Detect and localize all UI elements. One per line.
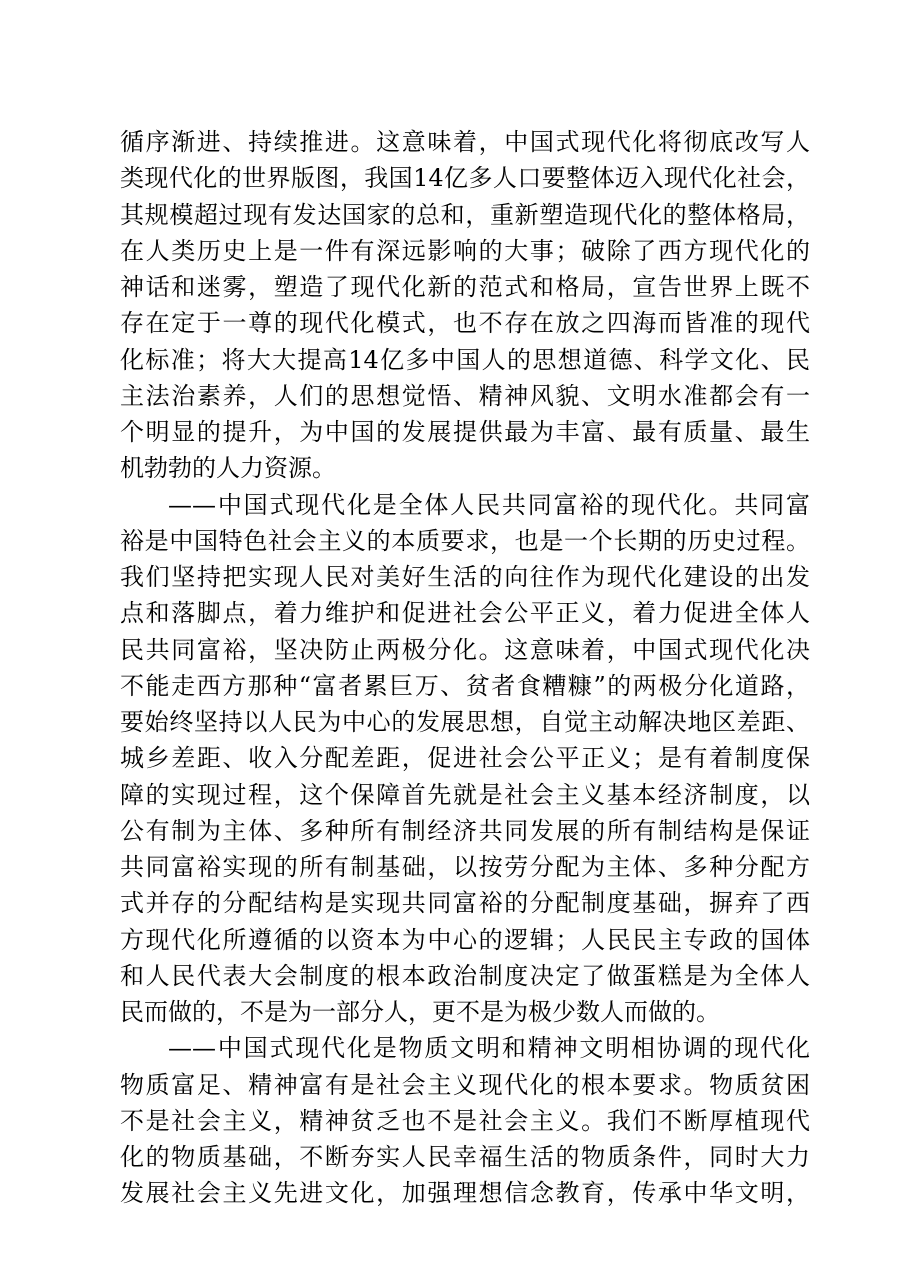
text-line: 城乡差距、收入分配差距，促进社会公平正义；是有着制度保	[120, 744, 810, 773]
text-line: 类现代化的世界版图，我国14亿多人口要整体迈入现代化社会，	[120, 164, 810, 193]
text-line: 不是社会主义，精神贫乏也不是社会主义。我们不断厚植现代	[120, 1106, 810, 1135]
text-line: 公有制为主体、多种所有制经济共同发展的所有制结构是保证	[120, 816, 810, 845]
text-line: 物质富足、精神富有是社会主义现代化的根本要求。物质贫困	[120, 1070, 810, 1099]
text-line: ——中国式现代化是全体人民共同富裕的现代化。共同富	[168, 490, 810, 519]
text-line: 式并存的分配结构是实现共同富裕的分配制度基础，摒弃了西	[120, 889, 810, 918]
text-line: 民而做的，不是为一部分人，更不是为极少数人而做的。	[120, 998, 720, 1026]
text-line: 裕是中国特色社会主义的本质要求，也是一个长期的历史过程。	[120, 526, 810, 555]
text-line: 民共同富裕，坚决防止两极分化。这意味着，中国式现代化决	[120, 635, 810, 664]
text-line: 主法治素养，人们的思想觉悟、精神风貌、文明水准都会有一	[120, 381, 810, 410]
text-line: 我们坚持把实现人民对美好生活的向往作为现代化建设的出发	[120, 563, 810, 591]
text-line: 要始终坚持以人民为中心的发展思想，自觉主动解决地区差距、	[120, 708, 810, 736]
text-line: 个明显的提升，为中国的发展提供最为丰富、最有质量、最生	[120, 418, 810, 446]
text-line: 不能走西方那种“富者累巨万、贫者食糟糠”的两极分化道路，	[120, 671, 810, 700]
text-line: 发展社会主义先进文化，加强理想信念教育，传承中华文明，	[120, 1179, 810, 1208]
body-text	[120, 124, 810, 1212]
text-line: 障的实现过程，这个保障首先就是社会主义基本经济制度，以	[120, 780, 810, 809]
text-line: 循序渐进、持续推进。这意味着，中国式现代化将彻底改写人	[120, 128, 810, 156]
text-line: 神话和迷雾，塑造了现代化新的范式和格局，宣告世界上既不	[120, 273, 810, 301]
text-line: 存在定于一尊的现代化模式，也不存在放之四海而皆准的现代	[120, 309, 810, 338]
text-line: 化标准；将大大提高14亿多中国人的思想道德、科学文化、民	[120, 345, 810, 374]
text-line: 在人类历史上是一件有深远影响的大事；破除了西方现代化的	[120, 236, 810, 265]
text-line: 化的物质基础，不断夯实人民幸福生活的物质条件，同时大力	[120, 1143, 810, 1171]
text-line: 其规模超过现有发达国家的总和，重新塑造现代化的整体格局，	[120, 200, 810, 229]
text-line: 和人民代表大会制度的根本政治制度决定了做蛋糕是为全体人	[120, 961, 810, 990]
text-line: 方现代化所遵循的以资本为中心的逻辑；人民民主专政的国体	[120, 925, 810, 954]
text-line: 机勃勃的人力资源。	[120, 454, 336, 483]
text-line: 点和落脚点，着力维护和促进社会公平正义，着力促进全体人	[120, 599, 810, 628]
text-line: ——中国式现代化是物质文明和精神文明相协调的现代化	[168, 1034, 810, 1063]
text-line: 共同富裕实现的所有制基础，以按劳分配为主体、多种分配方	[120, 853, 810, 881]
